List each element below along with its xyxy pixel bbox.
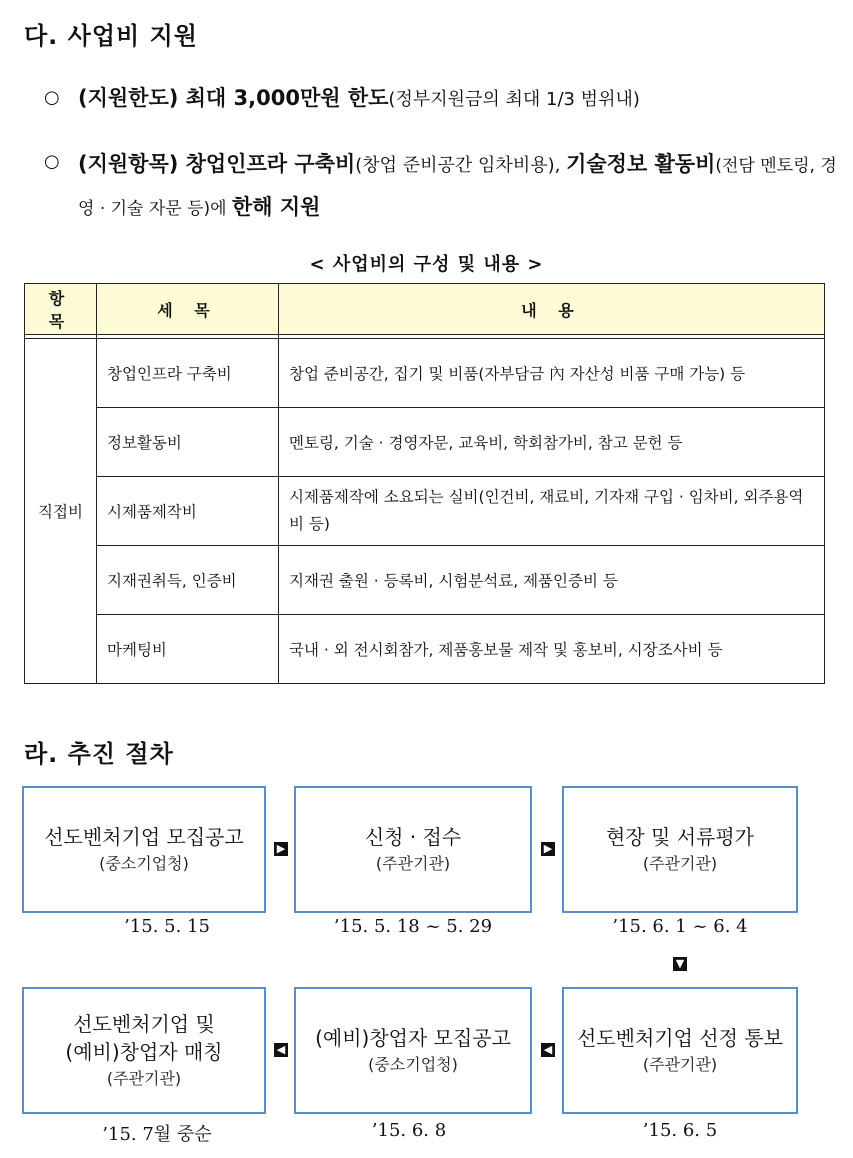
content-cell: 시제품제작에 소요되는 실비(인건비, 재료비, 기자재 구입 · 임차비, 외주용역비 등)	[279, 477, 825, 546]
step-org: (주관기관)	[375, 853, 451, 873]
support-items-normal2: (전담 멘토링, 경영 · 기술 자문 등)에	[78, 156, 837, 219]
step-box-5	[294, 987, 532, 1114]
step-box-1	[22, 786, 266, 913]
arrow-left-icon: ◀	[274, 1043, 288, 1057]
content-cell: 지재권 출원 · 등록비, 시험분석료, 제품인증비 등	[279, 546, 825, 615]
table-row	[25, 408, 825, 477]
item-cell: 창업인프라 구축비	[97, 339, 279, 408]
section-heading-budget: 다. 사업비 지원	[24, 22, 198, 50]
step-org: (주관기관)	[642, 1054, 718, 1074]
table-row	[25, 339, 825, 408]
bullet-symbol: ○	[44, 87, 60, 108]
section-heading-procedure: 라. 추진 절차	[24, 740, 174, 768]
item-cell: 마케팅비	[97, 615, 279, 684]
budget-table	[24, 283, 825, 684]
step-title: 선도벤처기업 선정 통보	[577, 1025, 783, 1050]
step-box-3	[562, 786, 798, 913]
step-date: ’15. 6. 5	[642, 1120, 718, 1141]
step-title-line1: 선도벤처기업 및	[73, 1011, 215, 1036]
header-category: 항 목	[25, 284, 97, 335]
support-items-normal1: (창업 준비공간 임차비용),	[355, 155, 567, 176]
item-cell: 지재권취득, 인증비	[97, 546, 279, 615]
step-date: ’15. 5. 15	[124, 916, 210, 937]
step-title: 현장 및 서류평가	[606, 824, 754, 849]
step-date: ’15. 6. 1 ~ 6. 4	[612, 916, 748, 937]
step-date: ’15. 5. 18 ~ 5. 29	[333, 916, 493, 937]
table-row	[25, 546, 825, 615]
step-box-6	[22, 987, 266, 1114]
table-row	[25, 477, 825, 546]
step-date: ’15. 6. 8	[371, 1120, 447, 1141]
step-title: 선도벤처기업 모집공고	[44, 824, 244, 849]
content-cell: 창업 준비공간, 집기 및 비품(자부담금 內 자산성 비품 구매 가능) 등	[279, 339, 825, 408]
bullet-symbol: ○	[44, 151, 60, 172]
step-org: (주관기관)	[106, 1068, 182, 1088]
step-title: 신청 · 접수	[364, 824, 462, 849]
item-cell: 시제품제작비	[97, 477, 279, 546]
table-row	[25, 615, 825, 684]
step-org: (주관기관)	[642, 853, 718, 873]
step-title-line2: (예비)창업자 매칭	[65, 1039, 223, 1064]
header-content: 내 용	[279, 284, 825, 335]
arrow-right-icon: ▶	[274, 842, 288, 856]
support-items-bold2: 기술정보 활동비	[566, 152, 716, 176]
content-cell: 멘토링, 기술 · 경영자문, 교육비, 학회참가비, 참고 문헌 등	[279, 408, 825, 477]
table-caption: < 사업비의 구성 및 내용 >	[309, 254, 544, 275]
category-cell: 직접비	[25, 339, 97, 684]
item-cell: 정보활동비	[97, 408, 279, 477]
support-limit-note: (정부지원금의 최대 1/3 범위내)	[388, 89, 640, 110]
step-org: (중소기업청)	[368, 1054, 458, 1074]
header-item: 세 목	[97, 284, 279, 335]
support-items-bold1: (지원항목) 창업인프라 구축비	[78, 152, 356, 176]
table-header-row	[25, 284, 825, 335]
support-limit-bold: (지원한도) 최대 3,000만원 한도	[78, 86, 389, 110]
support-items-bold3: 한해 지원	[232, 195, 321, 219]
step-title: (예비)창업자 모집공고	[315, 1025, 511, 1050]
arrow-right-icon: ▶	[541, 842, 555, 856]
arrow-left-icon: ◀	[541, 1043, 555, 1057]
step-box-4	[562, 987, 798, 1114]
step-org: (중소기업청)	[99, 853, 189, 873]
arrow-down-icon: ▼	[673, 957, 687, 971]
content-cell: 국내 · 외 전시회참가, 제품홍보물 제작 및 홍보비, 시장조사비 등	[279, 615, 825, 684]
step-date: ’15. 7월 중순	[102, 1124, 212, 1145]
step-box-2	[294, 786, 532, 913]
